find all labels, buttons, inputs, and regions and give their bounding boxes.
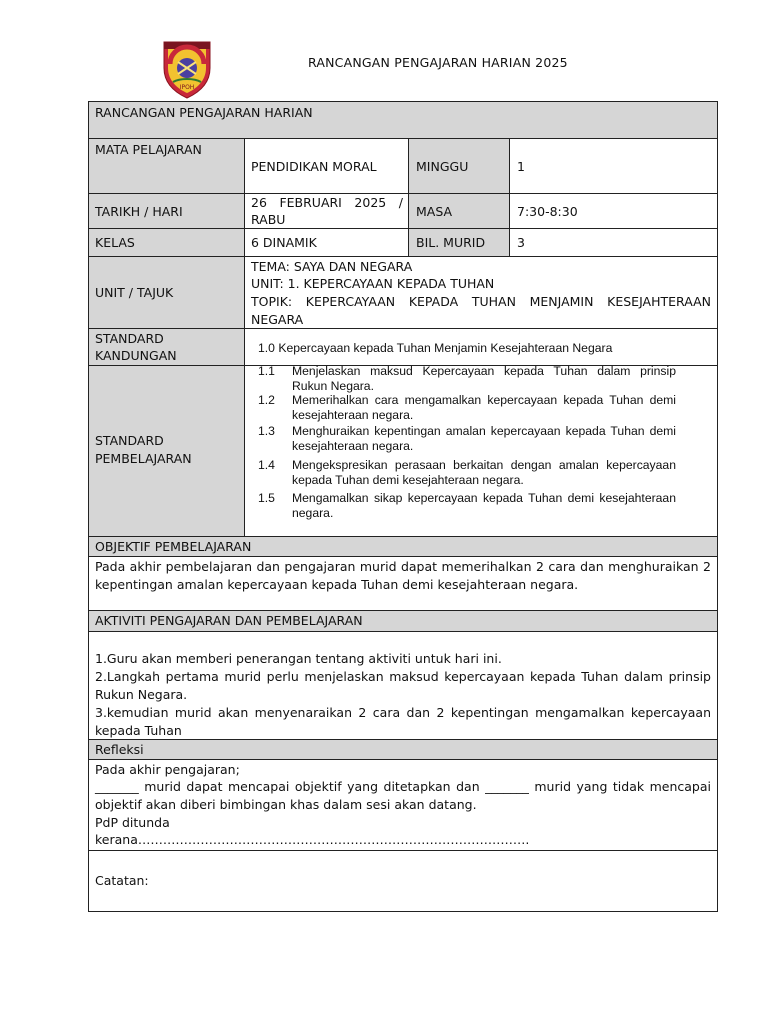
unit-label-cell bbox=[88, 256, 245, 329]
sp-item-number: 1.3 bbox=[258, 424, 275, 438]
mata-pelajaran-value: PENDIDIKAN MORAL bbox=[251, 159, 377, 174]
kelas-label: KELAS bbox=[95, 235, 135, 250]
masa-value: 7:30-8:30 bbox=[517, 204, 578, 219]
unit-label: UNIT / TAJUK bbox=[95, 285, 174, 300]
school-logo bbox=[156, 38, 218, 100]
objektif-text: Pada akhir pembelajaran dan pengajaran murid dapat memerihalkan 2 cara dan menghuraikan 2 kepentingan amalan kepercayaan kepada Tuhan demi kesejahteraan negara. bbox=[95, 559, 711, 592]
sp-item bbox=[258, 364, 676, 394]
refleksi-line-2: _______ murid dapat mencapai objektif yang ditetapkan dan _______ murid yang tidak mencapai objektif akan diberi bimbingan khas dalam sesi akan datang. bbox=[95, 779, 711, 812]
refleksi-line-1: Pada akhir pengajaran; bbox=[95, 762, 240, 777]
sp-item-text: Menjelaskan maksud Kepercayaan kepada Tuhan dalam prinsip Rukun Negara. bbox=[292, 364, 676, 393]
objektif-label: OBJEKTIF PEMBELAJARAN bbox=[95, 539, 252, 554]
sp-item-text: Memerihalkan cara mengamalkan kepercayaan kepada Tuhan demi kesejahteraan negara. bbox=[292, 393, 676, 422]
masa-value-cell bbox=[509, 193, 718, 229]
refleksi-body-cell bbox=[88, 759, 718, 851]
catatan-cell bbox=[88, 850, 718, 912]
tarikh-value-line2: RABU bbox=[251, 212, 286, 227]
sp-item bbox=[258, 491, 676, 521]
tema-text: TEMA: SAYA DAN NEGARA bbox=[251, 259, 413, 274]
objektif-header-cell bbox=[88, 536, 718, 557]
aktiviti-label: AKTIVITI PENGAJARAN DAN PEMBELAJARAN bbox=[95, 613, 363, 628]
bil-murid-value-cell bbox=[509, 228, 718, 257]
sp-item-number: 1.5 bbox=[258, 491, 275, 505]
plan-heading-cell bbox=[88, 101, 718, 139]
sp-label-line1: STANDARD bbox=[95, 433, 164, 448]
sp-label-cell bbox=[88, 365, 245, 537]
sk-label-line1: STANDARD bbox=[95, 331, 164, 346]
aktiviti-step-2: 2.Langkah pertama murid perlu menjelaskan maksud kepercayaan kepada Tuhan dalam prinsip Rukun Negara. bbox=[95, 669, 711, 702]
sp-item-number: 1.1 bbox=[258, 364, 275, 378]
bil-murid-label: BIL. MURID bbox=[416, 235, 486, 250]
refleksi-label: Refleksi bbox=[95, 742, 144, 757]
aktiviti-body-cell bbox=[88, 631, 718, 740]
bil-murid-value: 3 bbox=[517, 235, 525, 250]
sp-label-line2: PEMBELAJARAN bbox=[95, 451, 192, 466]
plan-heading: RANCANGAN PENGAJARAN HARIAN bbox=[95, 105, 313, 120]
aktiviti-header-cell bbox=[88, 610, 718, 632]
masa-label-cell bbox=[408, 193, 510, 229]
minggu-label: MINGGU bbox=[416, 159, 469, 174]
catatan-label: Catatan: bbox=[95, 873, 149, 888]
sk-label-cell bbox=[88, 328, 245, 366]
masa-label: MASA bbox=[416, 204, 453, 219]
unit-value-cell bbox=[244, 256, 718, 329]
minggu-label-cell bbox=[408, 138, 510, 194]
bil-murid-label-cell bbox=[408, 228, 510, 257]
minggu-value-cell bbox=[509, 138, 718, 194]
tarikh-value-cell bbox=[244, 193, 409, 229]
sp-item-number: 1.2 bbox=[258, 393, 275, 407]
sp-item-text: Mengekspresikan perasaan berkaitan dengan amalan kepercayaan kepada Tuhan demi kesejahteraan negara. bbox=[292, 458, 676, 487]
refleksi-line-3: PdP ditunda bbox=[95, 815, 170, 830]
unit-text: UNIT: 1. KEPERCAYAAN KEPADA TUHAN bbox=[251, 276, 495, 291]
aktiviti-step-1: 1.Guru akan memberi penerangan tentang aktiviti untuk hari ini. bbox=[95, 651, 502, 666]
kelas-label-cell bbox=[88, 228, 245, 257]
kelas-value: 6 DINAMIK bbox=[251, 235, 317, 250]
mata-pelajaran-label: MATA PELAJARAN bbox=[95, 142, 202, 157]
sp-item-text: Mengamalkan sikap kepercayaan kepada Tuhan demi kesejahteraan negara. bbox=[292, 491, 676, 520]
tarikh-label: TARIKH / HARI bbox=[95, 204, 183, 219]
svg-text:IPOH: IPOH bbox=[179, 84, 195, 91]
objektif-body-cell bbox=[88, 556, 718, 611]
topik-text: TOPIK: KEPERCAYAAN KEPADA TUHAN MENJAMIN KESEJAHTERAAN NEGARA bbox=[251, 294, 711, 327]
refleksi-line-4: kerana…………………………………………………………………………………. bbox=[95, 832, 530, 847]
document-title: RANCANGAN PENGAJARAN HARIAN 2025 bbox=[308, 55, 568, 70]
sp-item-text: Menghuraikan kepentingan amalan kepercayaan kepada Tuhan demi kesejahteraan negara. bbox=[292, 424, 676, 453]
mata-pelajaran-label-cell bbox=[88, 138, 245, 194]
sk-value-cell bbox=[244, 328, 718, 366]
kelas-value-cell bbox=[244, 228, 409, 257]
tarikh-value-line1: 26 FEBRUARI 2025 / bbox=[251, 195, 403, 210]
tarikh-label-cell bbox=[88, 193, 245, 229]
sp-item bbox=[258, 424, 676, 454]
sp-item-number: 1.4 bbox=[258, 458, 275, 472]
minggu-value: 1 bbox=[517, 159, 525, 174]
sp-item bbox=[258, 393, 676, 423]
sk-value: 1.0 Kepercayaan kepada Tuhan Menjamin Kesejahteraan Negara bbox=[258, 341, 613, 355]
aktiviti-step-3: 3.kemudian murid akan menyenaraikan 2 cara dan 2 kepentingan mengamalkan kepercayaan kepada Tuhan bbox=[95, 705, 711, 738]
sk-label-line2: KANDUNGAN bbox=[95, 348, 177, 363]
sp-item bbox=[258, 458, 676, 488]
refleksi-header-cell bbox=[88, 739, 718, 760]
mata-pelajaran-value-cell bbox=[244, 138, 409, 194]
